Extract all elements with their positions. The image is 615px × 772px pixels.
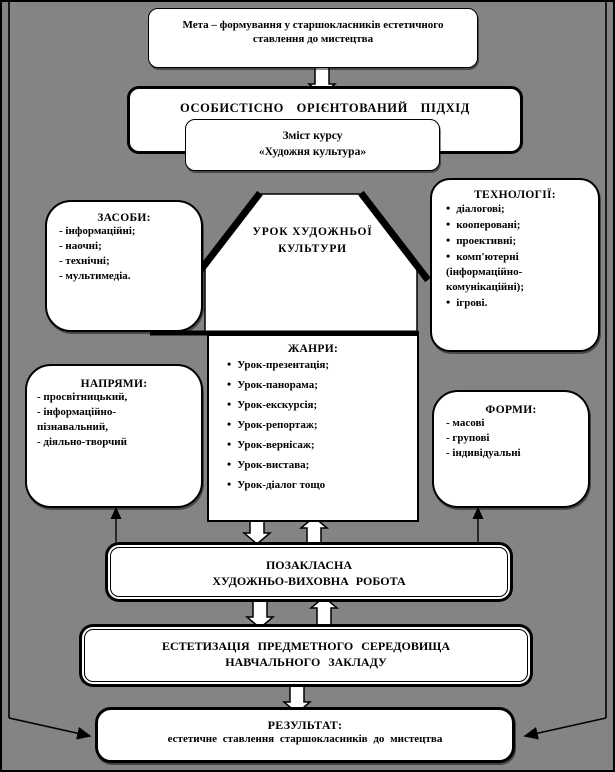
pozaklasna-line1: ПОЗАКЛАСНА [265,558,353,572]
list-item: - мультимедіа. [59,270,131,282]
list-item: • ігрові. [446,295,592,311]
lesson-line1: УРОК ХУДОЖНЬОЇ [252,226,373,238]
list-item: - просвітницький, [37,391,128,403]
frame-to-result-arrow-left [9,718,90,736]
pozaklasna-line2: ХУДОЖНЬО-ВИХОВНА РОБОТА [212,574,406,588]
estetyzacija-line1: ЕСТЕТИЗАЦІЯ ПРЕДМЕТНОГО СЕРЕДОВИЩА [161,639,451,653]
meta-label: Мета – формування у старшокласників естетичного ставлення до мистецтва [182,19,444,45]
list-item: - технічні; [59,255,110,267]
list-item: - групові [446,432,490,444]
estetyzacija-box [84,629,528,682]
list-item: • Урок-репортаж; [227,415,411,435]
list-item: • Урок-діалог тощо [227,475,411,495]
list-item: • Урок-вернісаж; [227,435,411,455]
list-item: • комп'ютерні (інформаційно-комунікаційні); [446,249,592,295]
list-item: • Урок-вистава; [227,455,411,475]
technologies-box [430,178,600,352]
list-item: • Урок-екскурсія; [227,395,411,415]
list-item: - наочні; [59,240,102,252]
approach-label: ОСОБИСТІСНО ОРІЄНТОВАНИЙ ПІДХІД [180,101,470,115]
formy-title: ФОРМИ: [485,404,537,416]
list-item: - інформаційно-пізнавальний, [37,406,117,433]
lesson-line2: КУЛЬТУРИ [278,243,347,255]
list-item: • проективні; [446,233,592,249]
frame-to-result-arrow-right [525,718,606,736]
lesson-label [230,224,395,258]
lesson-trapezoid [205,194,417,332]
list-item: - індивідуальні [446,447,521,459]
napriamy-title: НАПРЯМИ: [80,378,148,390]
up-block-arrow [311,597,337,629]
list-item: • діалогові; [446,201,592,217]
list-item: • Урок-панорама; [227,375,411,395]
zasoby-box [45,200,203,332]
course-line1: Зміст курсу [282,130,343,142]
result-text: естетичне ставлення старшокласників до мистецтва [167,733,443,745]
list-item: - інформаційні; [59,225,136,237]
estetyzacija-line2: НАВЧАЛЬНОГО ЗАКЛАДУ [225,655,387,669]
formy-box [432,390,590,508]
zhanry-box [207,331,419,522]
list-item: - діяльно-творчий [37,436,127,448]
zasoby-title: ЗАСОБИ: [97,212,151,224]
result-box [95,707,515,763]
list-item: - масові [446,417,485,429]
zhanry-title: ЖАНРИ: [287,343,339,355]
pozaklasna-box [110,547,508,597]
meta-box [148,8,478,68]
napriamy-box [25,364,203,508]
course-line2: «Художня культура» [258,146,367,158]
result-title: РЕЗУЛЬТАТ: [267,718,343,732]
list-item: • Урок-презентація; [227,355,411,375]
technologies-title: ТЕХНОЛОГІЇ: [474,189,556,201]
course-box [185,119,440,171]
list-item: • кооперовані; [446,217,592,233]
down-block-arrow [247,596,273,628]
